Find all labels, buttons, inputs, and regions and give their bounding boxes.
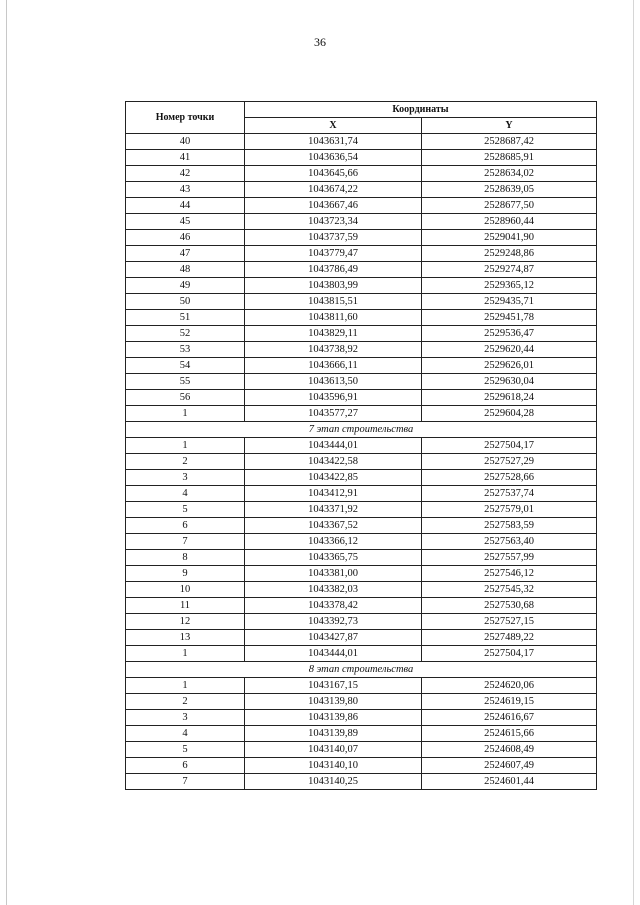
table-row bbox=[126, 166, 597, 182]
x-coordinate-cell: 1043667,46 bbox=[245, 198, 422, 214]
y-coordinate-cell: 2527583,59 bbox=[422, 518, 597, 534]
point-number-cell: 7 bbox=[126, 534, 245, 550]
point-number-cell: 3 bbox=[126, 470, 245, 486]
point-number-cell: 8 bbox=[126, 550, 245, 566]
point-number-cell: 1 bbox=[126, 678, 245, 694]
y-coordinate-cell: 2524601,44 bbox=[422, 774, 597, 790]
x-coordinate-cell: 1043378,42 bbox=[245, 598, 422, 614]
x-coordinate-cell: 1043140,10 bbox=[245, 758, 422, 774]
point-number-cell: 1 bbox=[126, 438, 245, 454]
table-header bbox=[126, 102, 597, 134]
y-coordinate-cell: 2527530,68 bbox=[422, 598, 597, 614]
table-row bbox=[126, 374, 597, 390]
x-coordinate-cell: 1043427,87 bbox=[245, 630, 422, 646]
point-number-cell: 48 bbox=[126, 262, 245, 278]
stage-label: 7 этап строительства bbox=[126, 422, 597, 438]
table-row bbox=[126, 646, 597, 662]
x-coordinate-cell: 1043636,54 bbox=[245, 150, 422, 166]
table-row bbox=[126, 326, 597, 342]
table-row bbox=[126, 742, 597, 758]
x-coordinate-cell: 1043674,22 bbox=[245, 182, 422, 198]
point-number-cell: 49 bbox=[126, 278, 245, 294]
x-coordinate-cell: 1043139,89 bbox=[245, 726, 422, 742]
x-coordinate-cell: 1043444,01 bbox=[245, 438, 422, 454]
header-coordinates: Координаты bbox=[245, 102, 597, 118]
y-coordinate-cell: 2527579,01 bbox=[422, 502, 597, 518]
y-coordinate-cell: 2527504,17 bbox=[422, 646, 597, 662]
point-number-cell: 42 bbox=[126, 166, 245, 182]
scan-edge-right bbox=[633, 0, 634, 905]
x-coordinate-cell: 1043371,92 bbox=[245, 502, 422, 518]
x-coordinate-cell: 1043596,91 bbox=[245, 390, 422, 406]
y-coordinate-cell: 2529630,04 bbox=[422, 374, 597, 390]
x-coordinate-cell: 1043779,47 bbox=[245, 246, 422, 262]
point-number-cell: 1 bbox=[126, 406, 245, 422]
point-number-cell: 55 bbox=[126, 374, 245, 390]
point-number-cell: 4 bbox=[126, 726, 245, 742]
x-coordinate-cell: 1043382,03 bbox=[245, 582, 422, 598]
header-x: X bbox=[245, 118, 422, 134]
x-coordinate-cell: 1043786,49 bbox=[245, 262, 422, 278]
table-row bbox=[126, 278, 597, 294]
table-row bbox=[126, 230, 597, 246]
point-number-cell: 5 bbox=[126, 502, 245, 518]
table-row bbox=[126, 614, 597, 630]
x-coordinate-cell: 1043738,92 bbox=[245, 342, 422, 358]
x-coordinate-cell: 1043422,58 bbox=[245, 454, 422, 470]
y-coordinate-cell: 2527537,74 bbox=[422, 486, 597, 502]
y-coordinate-cell: 2528639,05 bbox=[422, 182, 597, 198]
x-coordinate-cell: 1043444,01 bbox=[245, 646, 422, 662]
y-coordinate-cell: 2524619,15 bbox=[422, 694, 597, 710]
point-number-cell: 7 bbox=[126, 774, 245, 790]
x-coordinate-cell: 1043723,34 bbox=[245, 214, 422, 230]
point-number-cell: 44 bbox=[126, 198, 245, 214]
stage-label: 8 этап строительства bbox=[126, 662, 597, 678]
y-coordinate-cell: 2528677,50 bbox=[422, 198, 597, 214]
point-number-cell: 51 bbox=[126, 310, 245, 326]
point-number-cell: 45 bbox=[126, 214, 245, 230]
table-body bbox=[126, 134, 597, 790]
table-row bbox=[126, 710, 597, 726]
x-coordinate-cell: 1043829,11 bbox=[245, 326, 422, 342]
y-coordinate-cell: 2529536,47 bbox=[422, 326, 597, 342]
table-row bbox=[126, 598, 597, 614]
point-number-cell: 50 bbox=[126, 294, 245, 310]
x-coordinate-cell: 1043815,51 bbox=[245, 294, 422, 310]
x-coordinate-cell: 1043577,27 bbox=[245, 406, 422, 422]
point-number-cell: 46 bbox=[126, 230, 245, 246]
y-coordinate-cell: 2529248,86 bbox=[422, 246, 597, 262]
x-coordinate-cell: 1043367,52 bbox=[245, 518, 422, 534]
x-coordinate-cell: 1043613,50 bbox=[245, 374, 422, 390]
x-coordinate-cell: 1043666,11 bbox=[245, 358, 422, 374]
table-row bbox=[126, 150, 597, 166]
point-number-cell: 5 bbox=[126, 742, 245, 758]
coordinates-table bbox=[125, 101, 597, 790]
point-number-cell: 3 bbox=[126, 710, 245, 726]
table-row bbox=[126, 630, 597, 646]
y-coordinate-cell: 2529365,12 bbox=[422, 278, 597, 294]
point-number-cell: 6 bbox=[126, 518, 245, 534]
table-row bbox=[126, 694, 597, 710]
table-row bbox=[126, 486, 597, 502]
header-y: Y bbox=[422, 118, 597, 134]
point-number-cell: 4 bbox=[126, 486, 245, 502]
x-coordinate-cell: 1043412,91 bbox=[245, 486, 422, 502]
y-coordinate-cell: 2529620,44 bbox=[422, 342, 597, 358]
x-coordinate-cell: 1043167,15 bbox=[245, 678, 422, 694]
y-coordinate-cell: 2528685,91 bbox=[422, 150, 597, 166]
y-coordinate-cell: 2527545,32 bbox=[422, 582, 597, 598]
table-row bbox=[126, 518, 597, 534]
header-point-number: Номер точки bbox=[126, 102, 245, 134]
point-number-cell: 12 bbox=[126, 614, 245, 630]
y-coordinate-cell: 2527528,66 bbox=[422, 470, 597, 486]
table-row bbox=[126, 134, 597, 150]
y-coordinate-cell: 2524620,06 bbox=[422, 678, 597, 694]
y-coordinate-cell: 2527504,17 bbox=[422, 438, 597, 454]
point-number-cell: 40 bbox=[126, 134, 245, 150]
y-coordinate-cell: 2529041,90 bbox=[422, 230, 597, 246]
x-coordinate-cell: 1043392,73 bbox=[245, 614, 422, 630]
x-coordinate-cell: 1043631,74 bbox=[245, 134, 422, 150]
point-number-cell: 52 bbox=[126, 326, 245, 342]
point-number-cell: 2 bbox=[126, 694, 245, 710]
point-number-cell: 54 bbox=[126, 358, 245, 374]
point-number-cell: 53 bbox=[126, 342, 245, 358]
y-coordinate-cell: 2528960,44 bbox=[422, 214, 597, 230]
y-coordinate-cell: 2527527,15 bbox=[422, 614, 597, 630]
stage-row bbox=[126, 422, 597, 438]
y-coordinate-cell: 2527546,12 bbox=[422, 566, 597, 582]
table-row bbox=[126, 342, 597, 358]
table-row bbox=[126, 310, 597, 326]
table-row bbox=[126, 582, 597, 598]
y-coordinate-cell: 2524615,66 bbox=[422, 726, 597, 742]
point-number-cell: 1 bbox=[126, 646, 245, 662]
x-coordinate-cell: 1043366,12 bbox=[245, 534, 422, 550]
y-coordinate-cell: 2527563,40 bbox=[422, 534, 597, 550]
stage-row bbox=[126, 662, 597, 678]
y-coordinate-cell: 2527527,29 bbox=[422, 454, 597, 470]
y-coordinate-cell: 2527557,99 bbox=[422, 550, 597, 566]
table-row bbox=[126, 182, 597, 198]
table-row bbox=[126, 454, 597, 470]
x-coordinate-cell: 1043645,66 bbox=[245, 166, 422, 182]
y-coordinate-cell: 2529451,78 bbox=[422, 310, 597, 326]
point-number-cell: 2 bbox=[126, 454, 245, 470]
scan-edge-left bbox=[6, 0, 7, 905]
x-coordinate-cell: 1043811,60 bbox=[245, 310, 422, 326]
table-row bbox=[126, 438, 597, 454]
x-coordinate-cell: 1043140,25 bbox=[245, 774, 422, 790]
table-row bbox=[126, 534, 597, 550]
table-row bbox=[126, 550, 597, 566]
table-row bbox=[126, 502, 597, 518]
point-number-cell: 11 bbox=[126, 598, 245, 614]
point-number-cell: 41 bbox=[126, 150, 245, 166]
point-number-cell: 10 bbox=[126, 582, 245, 598]
table-row bbox=[126, 566, 597, 582]
x-coordinate-cell: 1043140,07 bbox=[245, 742, 422, 758]
table-row bbox=[126, 758, 597, 774]
x-coordinate-cell: 1043139,80 bbox=[245, 694, 422, 710]
table-row bbox=[126, 678, 597, 694]
point-number-cell: 9 bbox=[126, 566, 245, 582]
y-coordinate-cell: 2529618,24 bbox=[422, 390, 597, 406]
point-number-cell: 43 bbox=[126, 182, 245, 198]
table-row bbox=[126, 214, 597, 230]
y-coordinate-cell: 2529626,01 bbox=[422, 358, 597, 374]
table-row bbox=[126, 198, 597, 214]
x-coordinate-cell: 1043139,86 bbox=[245, 710, 422, 726]
table-row bbox=[126, 390, 597, 406]
table-row bbox=[126, 358, 597, 374]
page-number: 36 bbox=[314, 35, 326, 49]
x-coordinate-cell: 1043381,00 bbox=[245, 566, 422, 582]
y-coordinate-cell: 2528687,42 bbox=[422, 134, 597, 150]
x-coordinate-cell: 1043422,85 bbox=[245, 470, 422, 486]
y-coordinate-cell: 2524616,67 bbox=[422, 710, 597, 726]
y-coordinate-cell: 2524608,49 bbox=[422, 742, 597, 758]
y-coordinate-cell: 2524607,49 bbox=[422, 758, 597, 774]
point-number-cell: 47 bbox=[126, 246, 245, 262]
x-coordinate-cell: 1043803,99 bbox=[245, 278, 422, 294]
y-coordinate-cell: 2528634,02 bbox=[422, 166, 597, 182]
y-coordinate-cell: 2529274,87 bbox=[422, 262, 597, 278]
table-row bbox=[126, 406, 597, 422]
x-coordinate-cell: 1043365,75 bbox=[245, 550, 422, 566]
table-row bbox=[126, 774, 597, 790]
table-row bbox=[126, 262, 597, 278]
y-coordinate-cell: 2529604,28 bbox=[422, 406, 597, 422]
table-row bbox=[126, 294, 597, 310]
point-number-cell: 13 bbox=[126, 630, 245, 646]
table-row bbox=[126, 470, 597, 486]
point-number-cell: 56 bbox=[126, 390, 245, 406]
y-coordinate-cell: 2529435,71 bbox=[422, 294, 597, 310]
point-number-cell: 6 bbox=[126, 758, 245, 774]
x-coordinate-cell: 1043737,59 bbox=[245, 230, 422, 246]
y-coordinate-cell: 2527489,22 bbox=[422, 630, 597, 646]
table-row bbox=[126, 726, 597, 742]
table-row bbox=[126, 246, 597, 262]
